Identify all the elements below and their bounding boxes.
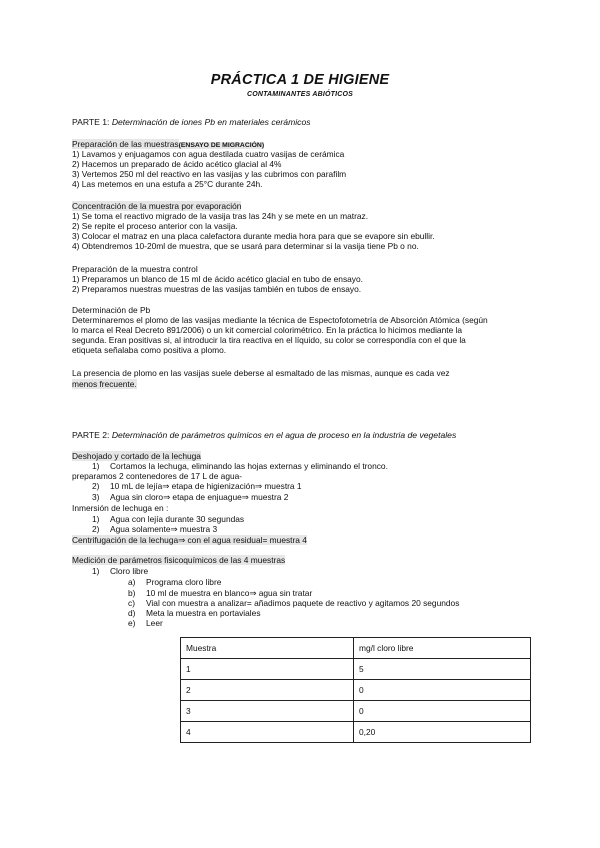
part1-heading [72, 117, 311, 127]
table-cell: 0,20 [354, 722, 531, 743]
sub-item-letter: b) [128, 588, 136, 598]
table-header-row [181, 638, 531, 659]
item-text: Cloro libre [110, 566, 149, 576]
table-cell: 0 [354, 701, 531, 722]
pb-heading: Determinación de Pb [72, 305, 151, 315]
ctrl-heading: Preparación de la muestra control [72, 264, 198, 274]
cent-line [72, 535, 307, 545]
conc-heading: Concentración de la muestra por evaporación [72, 201, 242, 211]
table-cell: 1 [181, 659, 354, 680]
sub-item [128, 598, 459, 608]
table-row [181, 659, 531, 680]
item-number: 3) [92, 492, 100, 502]
sub-item [128, 608, 261, 618]
pb-paragraph-line: segunda. Eran positivas si, al introducir la tira reactiva en el líquido, su color se correspondía con el que la [72, 335, 466, 345]
document-subtitle: CONTAMINANTES ABIÓTICOS [246, 91, 354, 98]
conclusion-tail: menos frecuente. [72, 379, 137, 389]
table-cell: 0 [354, 680, 531, 701]
sub-item [128, 588, 312, 598]
prep-item: 3) Vertemos 250 ml del reactivo en las vasijas y las cubrimos con parafilm [72, 169, 347, 179]
part2-label: PARTE 2: [72, 430, 110, 440]
sub-item-letter: a) [128, 577, 136, 587]
conclusion-line [72, 379, 137, 389]
table-header-cell: mg/l cloro libre [354, 638, 531, 659]
table-cell: 3 [181, 701, 354, 722]
ctrl-item: 1) Preparamos un blanco de 15 ml de ácido acético glacial en tubo de ensayo. [72, 274, 363, 284]
results-table [180, 637, 531, 743]
inm-item [92, 514, 244, 524]
part1-label: PARTE 1: [72, 117, 110, 127]
sub-item [128, 577, 221, 587]
ctrl-item: 2) Preparamos nuestras muestras de las vasijas también en tubos de ensayo. [72, 284, 362, 294]
pb-paragraph-line: lo marca el Real Decreto 891/2006) o un kit comercial colorimétrico. En la práctica lo hicimos mediante la [72, 325, 463, 335]
med-heading: Medición de parámetros fisicoquímicos de las 4 muestras [72, 555, 286, 565]
prep-containers-line: preparamos 2 contenedores de 17 L de agua- [72, 471, 243, 481]
document-title: PRÁCTICA 1 DE HIGIENE [210, 72, 390, 88]
conc-item: 1) Se toma el reactivo migrado de la vasija tras las 24h y se mete en un matraz. [72, 211, 369, 221]
inm-heading: Inmersión de lechuga en : [72, 503, 169, 513]
part1-title: Determinación de iones Pb en materiales cerámicos [111, 117, 311, 127]
sub-item-text: 10 ml de muestra en blanco⇒ agua sin tratar [146, 588, 313, 598]
conclusion-line: La presencia de plomo en las vasijas suele deberse al esmaltado de las mismas, aunque es cada vez [72, 368, 450, 378]
part2-heading [72, 430, 456, 440]
sub-item-letter: d) [128, 608, 136, 618]
inm-item [92, 524, 217, 534]
item-text: 10 mL de lejía⇒ etapa de higienización⇒ muestra 1 [110, 481, 302, 491]
prep-item [92, 481, 302, 491]
item-number: 2) [92, 481, 100, 491]
conc-item: 3) Colocar el matraz en una placa calefactora durante media hora para que se evapore sin ebullir. [72, 231, 435, 241]
sub-item-text: Vial con muestra a analizar= añadimos paquete de reactivo y agitamos 20 segundos [146, 598, 460, 608]
prep-tag: (ENSAYO DE MIGRACIÓN) [178, 142, 265, 149]
prep-item: 2) Hacemos un preparado de ácido acético glacial al 4% [72, 159, 282, 169]
conc-item: 2) Se repite el proceso anterior con la vasija. [72, 221, 238, 231]
prep-item: 4) Las metemos en una estufa a 25°C durante 24h. [72, 179, 263, 189]
item-text: Agua con lejía durante 30 segundas [110, 514, 245, 524]
table-row [181, 680, 531, 701]
item-number: 1) [92, 461, 100, 471]
table-row [181, 722, 531, 743]
table-header-cell: Muestra [181, 638, 354, 659]
item-number: 1) [92, 566, 100, 576]
sub-item-text: Meta la muestra en portaviales [146, 608, 261, 618]
med-heading-line [72, 555, 285, 565]
cent-text: Centrifugación de la lechuga⇒ con el agua residual= muestra 4 [72, 535, 307, 545]
pb-paragraph-line: Determinaremos el plomo de las vasijas mediante la técnica de Espectofotometría de Absorción Atómica (según [72, 315, 488, 325]
prep-item [92, 492, 288, 502]
conc-heading-line [72, 201, 241, 211]
sub-item-text: Programa cloro libre [146, 577, 222, 587]
prep-heading: Preparación de las muestras [72, 139, 179, 149]
table-row [181, 701, 531, 722]
table-cell: 2 [181, 680, 354, 701]
sub-item-letter: e) [128, 618, 136, 628]
item-text: Agua sin cloro⇒ etapa de enjuague⇒ muestra 2 [110, 492, 289, 502]
item-text: Cortamos la lechuga, eliminando las hojas externas y eliminando el tronco. [110, 461, 388, 471]
item-number: 2) [92, 524, 100, 534]
sub-item-letter: c) [128, 598, 135, 608]
table-cell: 4 [181, 722, 354, 743]
part2-title: Determinación de parámetros químicos en el agua de proceso en la industria de vegetales [111, 430, 457, 440]
desh-item [92, 461, 388, 471]
sub-item [128, 618, 163, 628]
desh-heading-line [72, 451, 201, 461]
item-number: 1) [92, 514, 100, 524]
prep-item: 1) Lavamos y enjuagamos con agua destilada cuatro vasijas de cerámica [72, 149, 345, 159]
item-text: Agua solamente⇒ muestra 3 [110, 524, 218, 534]
sub-item-text: Leer [146, 618, 163, 628]
desh-heading: Deshojado y cortado de la lechuga [72, 451, 201, 461]
table-cell: 5 [354, 659, 531, 680]
cloro-item [92, 566, 148, 576]
conc-item: 4) Obtendremos 10-20ml de muestra, que se usará para determinar si la vasija tiene Pb o no. [72, 241, 419, 251]
pb-paragraph-line: etiqueta señalaba como positiva a plomo. [72, 345, 227, 355]
